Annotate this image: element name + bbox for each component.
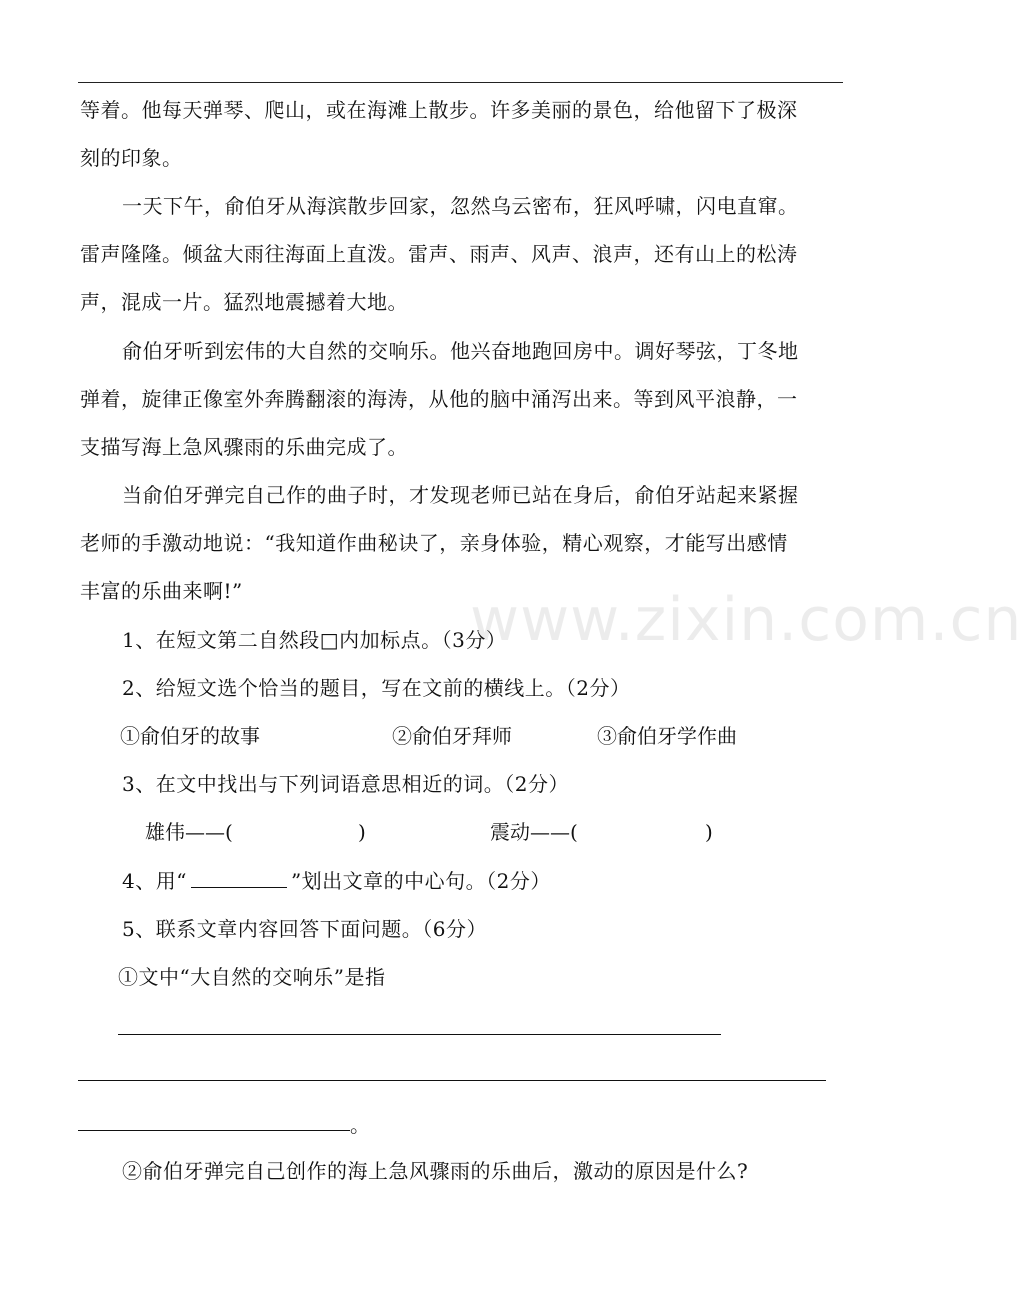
passage-line: 声，混成一片。猛烈地震撼着大地。 (80, 290, 408, 314)
question-3: 3、在文中找出与下列词语意思相近的词。（2分） (122, 772, 569, 796)
synonym-close-2: ) (705, 820, 713, 844)
period-mark: 。 (350, 1113, 370, 1137)
passage-line: 雷声隆隆。倾盆大雨往海面上直泼。雷声、雨声、风声、浪声，还有山上的松涛 (80, 242, 798, 266)
passage-line: 刻的印象。 (80, 146, 183, 170)
passage-line: 支描写海上急风骤雨的乐曲完成了。 (80, 435, 408, 459)
answer-line-1[interactable] (118, 1034, 721, 1035)
question-4 (122, 866, 551, 896)
synonym-word-1: 雄伟——( (145, 820, 233, 844)
question-1: 1、在短文第二自然段□内加标点。（3分） (122, 628, 507, 652)
synonym-close-1: ) (358, 820, 366, 844)
question-5: 5、联系文章内容回答下面问题。（6分） (122, 917, 487, 941)
passage-line: 丰富的乐曲来啊!” (80, 579, 243, 603)
passage-line: 老师的手激动地说：“我知道作曲秘诀了，亲身体验，精心观察，才能写出感情 (80, 531, 788, 555)
answer-line-2[interactable] (78, 1080, 826, 1081)
passage-line: 弹着，旋律正像室外奔腾翻滚的海涛，从他的脑中涌泻出来。等到风平浪静，一 (80, 387, 798, 411)
question-5-sub-1: ①文中“大自然的交响乐”是指 (118, 965, 386, 989)
passage-line: 当俞伯牙弹完自己作的曲子时，才发现老师已站在身后，俞伯牙站起来紧握 (122, 483, 799, 507)
title-option-1[interactable]: ①俞伯牙的故事 (120, 724, 260, 748)
question-2: 2、给短文选个恰当的题目，写在文前的横线上。（2分） (122, 676, 631, 700)
title-option-3[interactable]: ③俞伯牙学作曲 (597, 724, 737, 748)
passage-line: 俞伯牙听到宏伟的大自然的交响乐。他兴奋地跑回房中。调好琴弦，丁冬地 (122, 339, 799, 363)
title-option-2[interactable]: ②俞伯牙拜师 (392, 724, 512, 748)
question-4-suffix: ”划出文章的中心句。（2分） (290, 869, 551, 893)
underline-sample (191, 867, 287, 888)
question-5-sub-2: ②俞伯牙弹完自己创作的海上急风骤雨的乐曲后，激动的原因是什么? (122, 1159, 749, 1183)
synonym-word-2: 震动——( (490, 820, 578, 844)
question-4-prefix: 4、用“ (122, 869, 187, 893)
passage-line: 等着。他每天弹琴、爬山，或在海滩上散步。许多美丽的景色，给他留下了极深 (80, 98, 798, 122)
passage-line: 一天下午，俞伯牙从海滨散步回家，忽然乌云密布，狂风呼啸，闪电直窜。 (122, 194, 799, 218)
watermark: www.zixin.com.cn (470, 585, 1022, 655)
answer-line-3[interactable] (78, 1130, 350, 1131)
header-rule (78, 82, 843, 83)
